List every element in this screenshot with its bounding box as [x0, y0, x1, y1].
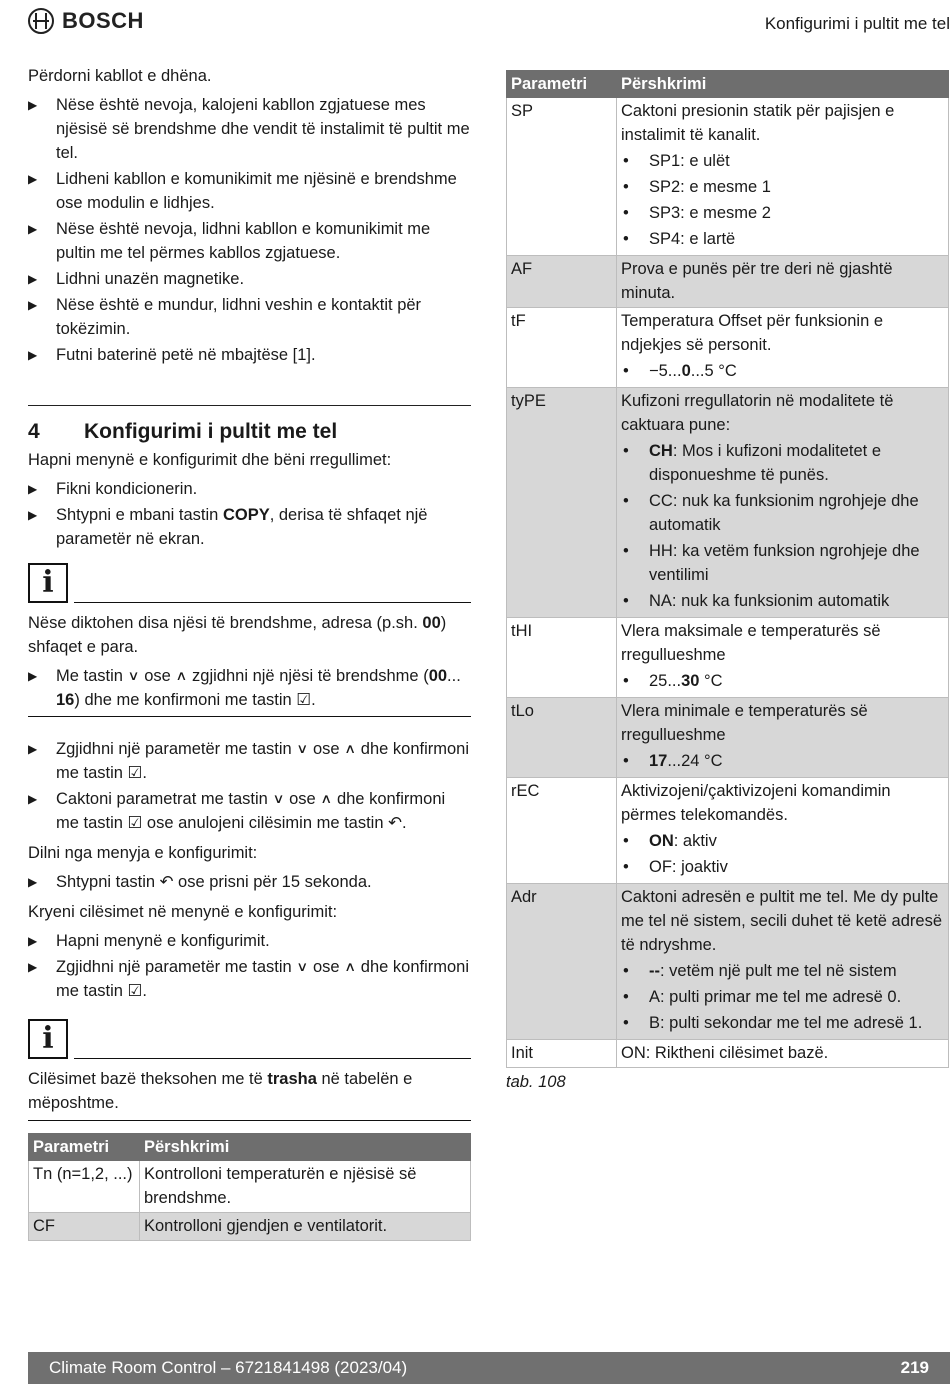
page-number: 219	[900, 1358, 929, 1377]
installation-steps	[28, 93, 471, 367]
parameter-table-small	[28, 1133, 471, 1241]
desc-cell: Vlera maksimale e temperaturës së rregullueshme • 25...30 °C	[617, 618, 949, 698]
page-footer	[28, 1352, 950, 1384]
down-arrow-icon: ∨	[296, 959, 309, 975]
list-item: • B: pulti sekondar me tel me adresë 1.	[621, 1011, 944, 1035]
list-item: • HH: ka vetëm funksion ngrohjeje dhe ventilimi	[621, 539, 944, 587]
check-key-icon: ☑	[296, 690, 312, 709]
bosch-armature-icon	[28, 8, 54, 34]
list-item: • --: vetëm një pult me tel në sistem	[621, 959, 944, 983]
list-item: • −5...0...5 °C	[621, 359, 944, 383]
desc-cell: Kontrolloni temperaturën e njësisë së brendshme.	[140, 1161, 471, 1213]
back-key-icon: ↶	[388, 813, 402, 832]
option-list	[621, 439, 944, 613]
note-end-rule	[28, 716, 471, 717]
running-title: Konfigurimi i pultit me tel	[764, 14, 950, 33]
note-rule	[74, 1058, 471, 1059]
settings-steps	[28, 929, 471, 1003]
step-item: ▶ Lidheni kabllon e komunikimit me njësinë e brendshme ose modulin e lidhjes.	[28, 167, 471, 215]
column-header: Përshkrimi	[140, 1134, 471, 1161]
table-header-row	[507, 71, 949, 98]
up-arrow-icon: ∧	[320, 791, 333, 807]
param-cell: Tn (n=1,2, ...)	[29, 1161, 140, 1213]
parameter-table	[506, 70, 949, 1094]
param-cell: tLo	[507, 698, 617, 778]
step-item: ▶ Fikni kondicionerin.	[28, 477, 471, 501]
desc-cell: Caktoni presionin statik për pajisjen e instalimit të kanalit. • SP1: e ulët • SP2: e mesme 1 • SP3: e mesme 2 • SP4: e lartë	[617, 98, 949, 256]
list-item: • A: pulti primar me tel me adresë 0.	[621, 985, 944, 1009]
column-header: Përshkrimi	[617, 71, 949, 98]
list-item: • 25...30 °C	[621, 669, 944, 693]
desc-cell: Prova e punës për tre deri në gjashtë minuta.	[617, 256, 949, 308]
param-cell: Adr	[507, 884, 617, 1040]
option-list	[621, 829, 944, 879]
column-header: Parametri	[507, 71, 617, 98]
table-caption: tab. 108	[506, 1073, 566, 1091]
bosch-logo	[28, 8, 144, 34]
option-list	[621, 669, 944, 693]
exit-steps	[28, 870, 471, 894]
check-key-icon: ☑	[127, 763, 143, 782]
table-row	[29, 1161, 471, 1213]
param-cell: SP	[507, 98, 617, 256]
down-arrow-icon: ∨	[127, 668, 140, 684]
desc-cell: Kufizoni rregullatorin në modalitete të caktuara pune: • CH: Mos i kufizoni modalitetet e disponueshme të punës. • CC: nuk ka funksionim ngrohjeje dhe automatik • HH: ka vetëm funksion ngrohjeje dhe ventilimi • NA: nuk ka funksionim automatik	[617, 388, 949, 618]
table-row	[507, 256, 949, 308]
step-item: ▶ Shtypni e mbani tastin COPY, derisa të shfaqet një parametër në ekran.	[28, 503, 471, 551]
desc-cell: Kontrolloni gjendjen e ventilatorit.	[140, 1213, 471, 1241]
list-item: • OF: joaktiv	[621, 855, 944, 879]
column-header: Parametri	[29, 1134, 140, 1161]
desc-cell: Aktivizojeni/çaktivizojeni komandimin përmes telekomandës. • ON: aktiv • OF: joaktiv	[617, 778, 949, 884]
param-cell: rEC	[507, 778, 617, 884]
check-key-icon: ☑	[127, 981, 143, 1000]
step-item: ▶ Caktoni parametrat me tastin ∨ ose ∧ dhe konfirmoni me tastin ☑ ose anulojeni cilësimin me tastin ↶.	[28, 787, 471, 835]
up-arrow-icon: ∧	[344, 959, 357, 975]
brand-name: BOSCH	[62, 8, 144, 33]
copy-key-label: COPY	[222, 506, 270, 524]
section-heading	[28, 406, 471, 446]
list-item: • SP2: e mesme 1	[621, 175, 944, 199]
list-item: • 17...24 °C	[621, 749, 944, 773]
note-text: Nëse diktohen disa njësi të brendshme, adresa (p.sh. 00) shfaqet e para.	[28, 614, 447, 656]
list-item: • NA: nuk ka funksionim automatik	[621, 589, 944, 613]
table-row	[507, 1040, 949, 1068]
table-row	[29, 1213, 471, 1241]
list-item: • CH: Mos i kufizoni modalitetet e disponueshme të punës.	[621, 439, 944, 487]
desc-cell: ON: Riktheni cilësimet bazë.	[617, 1040, 949, 1068]
table-row	[507, 98, 949, 256]
table-row	[507, 698, 949, 778]
step-item: ▶ Shtypni tastin ↶ ose prisni për 15 sekonda.	[28, 870, 471, 894]
param-cell: Init	[507, 1040, 617, 1068]
info-note-header	[28, 563, 471, 603]
step-item: ▶ Nëse është e mundur, lidhni veshin e kontaktit për tokëzimin.	[28, 293, 471, 341]
down-arrow-icon: ∨	[296, 741, 309, 757]
step-item: ▶ Hapni menynë e konfigurimit.	[28, 929, 471, 953]
param-cell: tF	[507, 308, 617, 388]
list-item: • ON: aktiv	[621, 829, 944, 853]
table-header-row	[29, 1134, 471, 1161]
exit-intro: Dilni nga menyja e konfigurimit:	[28, 844, 258, 862]
table-row	[507, 388, 949, 618]
list-item: • CC: nuk ka funksionim ngrohjeje dhe automatik	[621, 489, 944, 537]
step-item: ▶ Nëse është nevoja, lidhni kabllon e komunikimit me pultin me tel përmes kabllos zgjatuese.	[28, 217, 471, 265]
info-icon: i	[28, 1019, 68, 1059]
list-item: • SP3: e mesme 2	[621, 201, 944, 225]
info-note-header	[28, 1019, 471, 1059]
page-header	[28, 4, 950, 40]
option-list	[621, 149, 944, 251]
table-row	[507, 778, 949, 884]
settings-intro: Kryeni cilësimet në menynë e konfigurimit:	[28, 903, 338, 921]
param-cell: CF	[29, 1213, 140, 1241]
section-title: Konfigurimi i pultit me tel	[84, 420, 338, 443]
list-item: • SP4: e lartë	[621, 227, 944, 251]
param-cell: tyPE	[507, 388, 617, 618]
option-list	[621, 959, 944, 1035]
check-key-icon: ☑	[127, 813, 143, 832]
param-cell: tHI	[507, 618, 617, 698]
info-icon: i	[28, 563, 68, 603]
parameter-steps	[28, 737, 471, 835]
step-item: ▶ Nëse është nevoja, kalojeni kabllon zgjatuese mes njësisë së brendshme dhe vendit të instalimit të pultit me tel.	[28, 93, 471, 165]
left-column	[28, 64, 471, 1141]
table-row	[507, 884, 949, 1040]
desc-cell: Caktoni adresën e pultit me tel. Me dy pulte me tel në sistem, secili duhet të ketë adresë të ndryshme. • --: vetëm një pult me tel në sistem • A: pulti primar me tel me adresë 0. • B: pulti sekondar me tel me adresë 1.	[617, 884, 949, 1040]
desc-cell: Temperatura Offset për funksionin e ndjekjes së personit. • −5...0...5 °C	[617, 308, 949, 388]
down-arrow-icon: ∨	[272, 791, 285, 807]
section-intro: Hapni menynë e konfigurimit dhe bëni rregullimet:	[28, 451, 392, 469]
step-item: ▶ Futni baterinë petë në mbajtëse [1].	[28, 343, 471, 367]
step-item: ▶ Zgjidhni një parametër me tastin ∨ ose ∧ dhe konfirmoni me tastin ☑.	[28, 955, 471, 1003]
note-end-rule	[28, 1120, 471, 1121]
up-arrow-icon: ∧	[344, 741, 357, 757]
step-item: ▶ Lidhni unazën magnetike.	[28, 267, 471, 291]
footer-text: Climate Room Control – 6721841498 (2023/04)	[49, 1358, 408, 1377]
section-number: 4	[28, 420, 40, 443]
config-steps	[28, 477, 471, 551]
note-text: Cilësimet bazë theksohen me të trasha në tabelën e mëposhtme.	[28, 1070, 413, 1112]
intro-text: Përdorni kabllot e dhëna.	[28, 67, 212, 85]
up-arrow-icon: ∧	[175, 668, 188, 684]
option-list	[621, 359, 944, 383]
step-item: ▶ Zgjidhni një parametër me tastin ∨ ose ∧ dhe konfirmoni me tastin ☑.	[28, 737, 471, 785]
back-key-icon: ↶	[159, 872, 174, 891]
list-item: • SP1: e ulët	[621, 149, 944, 173]
option-list	[621, 749, 944, 773]
table-row	[507, 308, 949, 388]
table-row	[507, 618, 949, 698]
note-rule	[74, 602, 471, 603]
note-steps	[28, 664, 471, 712]
desc-cell: Vlera minimale e temperaturës së rregullueshme • 17...24 °C	[617, 698, 949, 778]
step-item: ▶ Me tastin ∨ ose ∧ zgjidhni një njësi të brendshme (00... 16) dhe me konfirmoni me tastin ☑.	[28, 664, 471, 712]
param-cell: AF	[507, 256, 617, 308]
